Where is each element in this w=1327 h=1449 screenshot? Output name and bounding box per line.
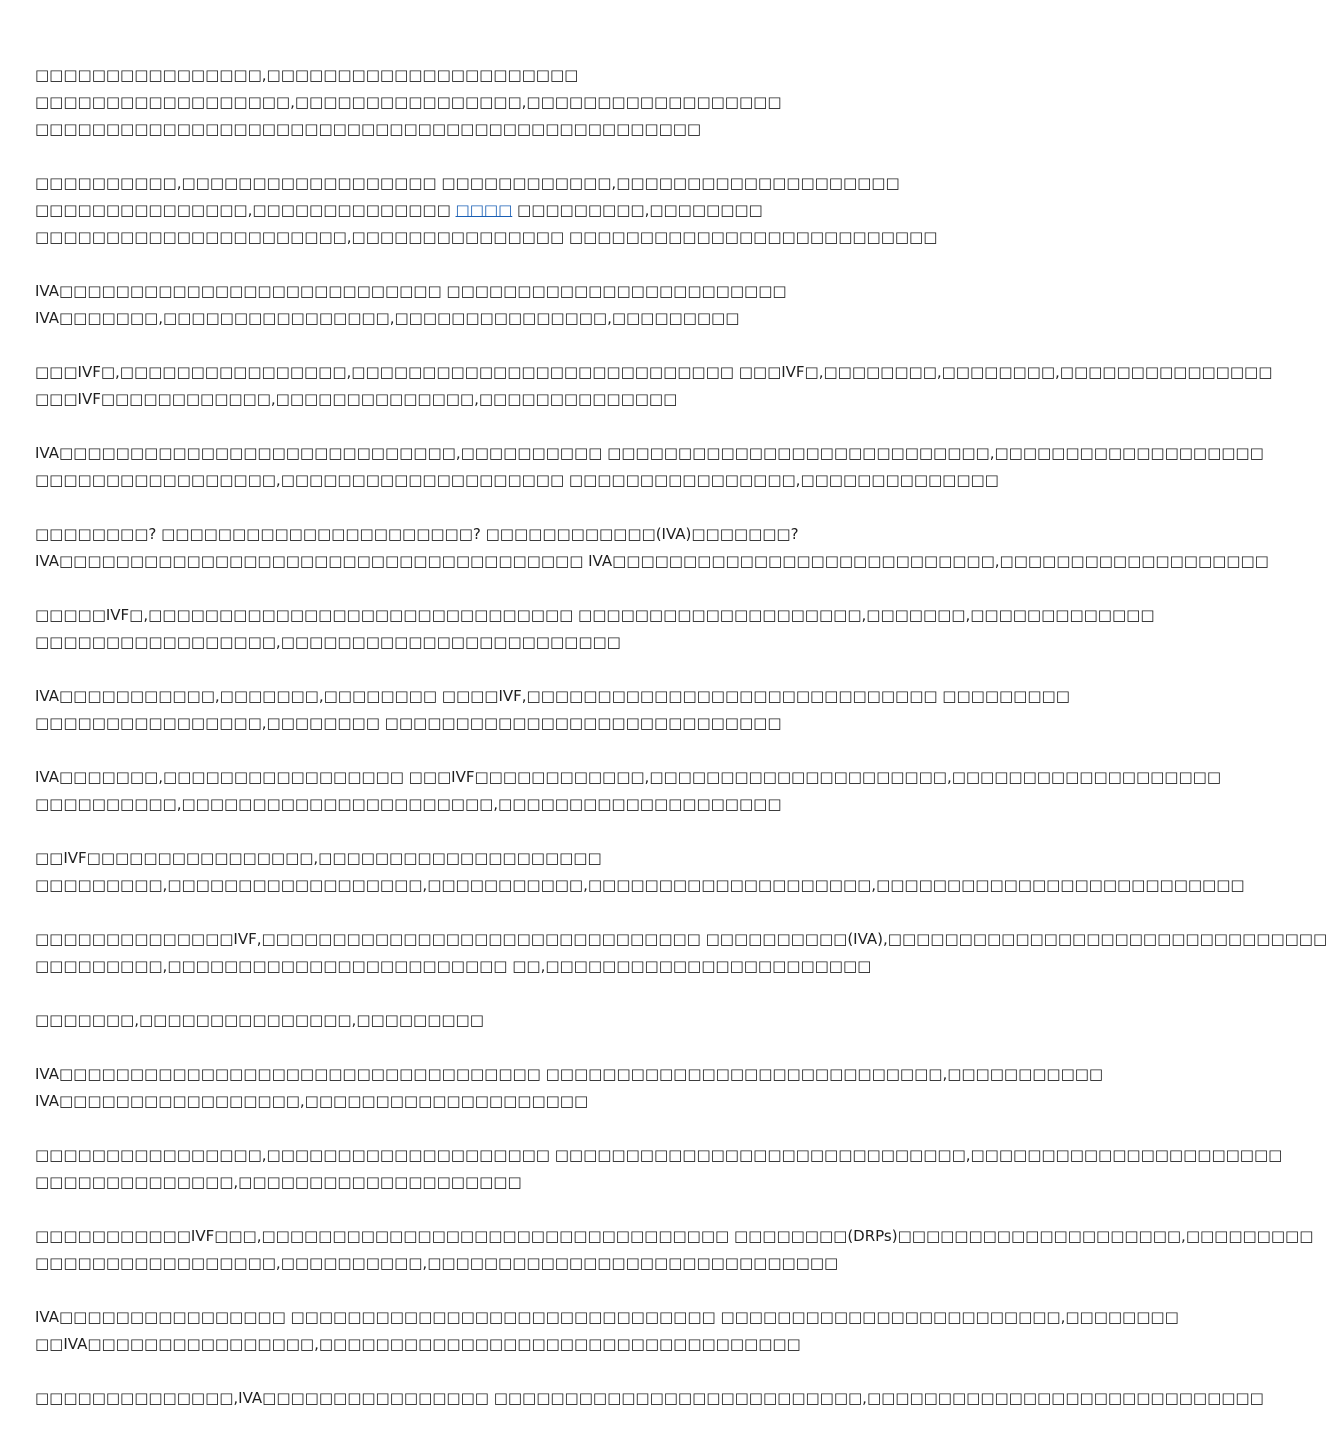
text-line xyxy=(35,305,995,332)
text-segment: □□□□□□□□□□,□□□□□□□□□□□□□□□□□□ □□□□□□□□□□□□,□□□□□□□□□□□□□□□□□□□□ xyxy=(35,174,900,192)
text-line xyxy=(35,62,995,89)
paragraph xyxy=(35,1223,1314,1277)
text-segment: □□□□□□□□□□□□□□,IVA□□□□□□□□□□□□□□□□ □□□□□□□□□□□□□□□□□□□□□□□□□□,□□□□□□□□□□□□□□□□□□□□□□□□□□□□ xyxy=(35,1389,1264,1407)
text-line xyxy=(35,683,1070,710)
paragraph xyxy=(35,764,1221,818)
text-segment: □□□□□□□□□,□□□□□□□□□□□□□□□□□□,□□□□□□□□□□□,□□□□□□□□□□□□□□□□□□□□,□□□□□□□□□□□□□□□□□□□□□□□□□□ xyxy=(35,876,1245,894)
text-segment: □□□□□□□□□□□□□□□□□,□□□□□□□□□□,□□□□□□□□□□□□□□□□□□□□□□□□□□□□□ xyxy=(35,1254,839,1272)
text-segment: □□□□□□□□□□□□□□,□□□□□□□□□□□□□□□□□□□□ xyxy=(35,1173,522,1191)
text-line xyxy=(35,467,999,494)
paragraph xyxy=(35,1007,995,1034)
text-segment: IVA□□□□□□□□□□□□□□□□□□□□□□□□□□□□□□□□□□□□□ IVA□□□□□□□□□□□□□□□□□□□□□□□□□□□,□□□□□□□□□□□□□□□□□□□ xyxy=(35,552,1269,570)
text-segment: □□□□□□□□□□□□□□□□□□,□□□□□□□□□□□□□□□□,□□□□□□□□□□□□□□□□□□ xyxy=(35,93,782,111)
paragraph xyxy=(35,440,1264,494)
text-line xyxy=(35,548,1269,575)
text-line xyxy=(35,872,1245,899)
text-line xyxy=(35,278,995,305)
text-segment: IVA□□□□□□□□□□□□□□□□□,□□□□□□□□□□□□□□□□□□□□ xyxy=(35,1092,589,1110)
text-segment: □□□IVF□□□□□□□□□□□□,□□□□□□□□□□□□□□,□□□□□□□□□□□□□□ xyxy=(35,390,678,408)
paragraph xyxy=(35,602,1155,656)
text-segment: □□□□□□□□□□□□□□□□,□□□□□□□□□□□□□□□□□□□□□□ xyxy=(35,66,579,84)
text-line xyxy=(35,116,995,143)
paragraph xyxy=(35,521,1269,575)
text-line xyxy=(35,791,995,818)
text-segment: □□□IVF□,□□□□□□□□□□□□□□□□,□□□□□□□□□□□□□□□□□□□□□□□□□□□ □□□IVF□,□□□□□□□□,□□□□□□□□,□□□□□□□□□□□□□□□ xyxy=(35,363,1273,381)
text-line xyxy=(35,224,995,251)
text-segment: IVA□□□□□□□□□□□□□□□□ □□□□□□□□□□□□□□□□□□□□□□□□□□□□□□ □□□□□□□□□□□□□□□□□□□□□□□□,□□□□□□□□ xyxy=(35,1308,1179,1326)
paragraph xyxy=(35,1385,1264,1412)
text-line xyxy=(35,926,1327,953)
text-line xyxy=(35,1304,1179,1331)
text-segment: IVA□□□□□□□□□□□□□□□□□□□□□□□□□□□□□□□□□□ □□□□□□□□□□□□□□□□□□□□□□□□□□□□,□□□□□□□□□□□ xyxy=(35,1065,1104,1083)
text-line xyxy=(35,170,995,197)
paragraph xyxy=(35,1061,1104,1115)
text-line xyxy=(35,1331,995,1358)
text-line xyxy=(35,1169,995,1196)
text-segment: □□□□□□□□□□□□□□□□,□□□□□□□□□□□□□□□□□□□□ □□□□□□□□□□□□□□□□□□□□□□□□□□□□□,□□□□□□□□□□□□□□□□□□□□□□ xyxy=(35,1146,1283,1164)
text-segment: □□□□□IVF□,□□□□□□□□□□□□□□□□□□□□□□□□□□□□□□ □□□□□□□□□□□□□□□□□□□□,□□□□□□□,□□□□□□□□□□□□□ xyxy=(35,606,1155,624)
text-segment: □□□□□□□□□□□IVF□□□,□□□□□□□□□□□□□□□□□□□□□□□□□□□□□□□□□ □□□□□□□□(DRPs)□□□□□□□□□□□□□□□□□□□□,□□□□□□□□□ xyxy=(35,1227,1314,1245)
paragraph xyxy=(35,62,995,143)
text-line xyxy=(35,845,995,872)
text-line xyxy=(35,602,1155,629)
text-segment: □□□□□□□□□□□□□□□□□□□□□□,□□□□□□□□□□□□□□□ □□□□□□□□□□□□□□□□□□□□□□□□□□ xyxy=(35,228,938,246)
text-segment: □□IVA□□□□□□□□□□□□□□□□,□□□□□□□□□□□□□□□□□□□□□□□□□□□□□□□□□□ xyxy=(35,1335,801,1353)
text-segment: IVA□□□□□□□,□□□□□□□□□□□□□□□□,□□□□□□□□□□□□□□□,□□□□□□□□□ xyxy=(35,309,740,327)
text-line xyxy=(35,359,1273,386)
paragraph xyxy=(35,359,1273,413)
text-line xyxy=(35,1250,995,1277)
text-segment: IVA□□□□□□□□□□□,□□□□□□□,□□□□□□□□ □□□□IVF,□□□□□□□□□□□□□□□□□□□□□□□□□□□□□ □□□□□□□□□ xyxy=(35,687,1070,705)
text-line xyxy=(35,629,995,656)
text-segment: IVA□□□□□□□□□□□□□□□□□□□□□□□□□□□ □□□□□□□□□□□□□□□□□□□□□□□□ xyxy=(35,282,787,300)
paragraph xyxy=(35,1142,1283,1196)
paragraph xyxy=(35,683,1070,737)
text-segment: □□□□□□□,□□□□□□□□□□□□□□□,□□□□□□□□□ xyxy=(35,1011,484,1029)
text-segment: □□□□□□□□□□□□□□□□,□□□□□□□□ □□□□□□□□□□□□□□□□□□□□□□□□□□□□ xyxy=(35,714,782,732)
text-segment: □□□□□□□□□□□□□□□□□,□□□□□□□□□□□□□□□□□□□□□□□□ xyxy=(35,633,621,651)
text-line xyxy=(35,386,995,413)
paragraph xyxy=(35,170,995,251)
text-line xyxy=(35,1385,1264,1412)
text-segment: □□IVF□□□□□□□□□□□□□□□□,□□□□□□□□□□□□□□□□□□□□ xyxy=(35,849,602,867)
text-line xyxy=(35,1223,1314,1250)
text-segment: □□□□□□□□□□□□□□□,□□□□□□□□□□□□□□ xyxy=(35,201,456,219)
text-segment: □□□□□□□□□,□□□□□□□□ xyxy=(512,201,763,219)
text-segment: IVA□□□□□□□□□□□□□□□□□□□□□□□□□□□□,□□□□□□□□□□ □□□□□□□□□□□□□□□□□□□□□□□□□□□,□□□□□□□□□□□□□□□□□□□ xyxy=(35,444,1264,462)
text-segment: □□□□□□□□□,□□□□□□□□□□□□□□□□□□□□□□□□ □□,□□□□□□□□□□□□□□□□□□□□□□□ xyxy=(35,957,872,975)
text-segment: IVA□□□□□□□,□□□□□□□□□□□□□□□□□ □□□IVF□□□□□□□□□□□□,□□□□□□□□□□□□□□□□□□□□□,□□□□□□□□□□□□□□□□□□□ xyxy=(35,768,1221,786)
text-line xyxy=(35,1061,1104,1088)
text-line xyxy=(35,1088,995,1115)
text-line xyxy=(35,521,995,548)
paragraph xyxy=(35,845,1245,899)
text-line xyxy=(35,440,1264,467)
paragraph xyxy=(35,926,1327,980)
document-body xyxy=(35,62,1327,1439)
text-line xyxy=(35,1007,995,1034)
text-line xyxy=(35,197,995,224)
text-line xyxy=(35,710,995,737)
text-segment: □□□□□□□□? □□□□□□□□□□□□□□□□□□□□□□? □□□□□□□□□□□□(IVA)□□□□□□□? xyxy=(35,525,799,543)
paragraph xyxy=(35,1304,1179,1358)
text-segment: □□□□□□□□□□□□□□□□□□□□□□□□□□□□□□□□□□□□□□□□□□□□□□□ xyxy=(35,120,702,138)
text-segment: □□□□□□□□□□,□□□□□□□□□□□□□□□□□□□□□□,□□□□□□□□□□□□□□□□□□□□ xyxy=(35,795,782,813)
text-line xyxy=(35,1142,1283,1169)
text-line xyxy=(35,89,995,116)
text-segment: □□□□□□□□□□□□□□IVF,□□□□□□□□□□□□□□□□□□□□□□□□□□□□□□□ □□□□□□□□□□(IVA),□□□□□□□□□□□□□□□□□□□□□□□□□□□□□□□ xyxy=(35,930,1327,948)
text-line xyxy=(35,953,995,980)
text-line xyxy=(35,764,1221,791)
inline-link[interactable]: □□□□ xyxy=(455,201,513,219)
text-segment: □□□□□□□□□□□□□□□□□,□□□□□□□□□□□□□□□□□□□□ □□□□□□□□□□□□□□□□,□□□□□□□□□□□□□□ xyxy=(35,471,999,489)
paragraph xyxy=(35,278,995,332)
